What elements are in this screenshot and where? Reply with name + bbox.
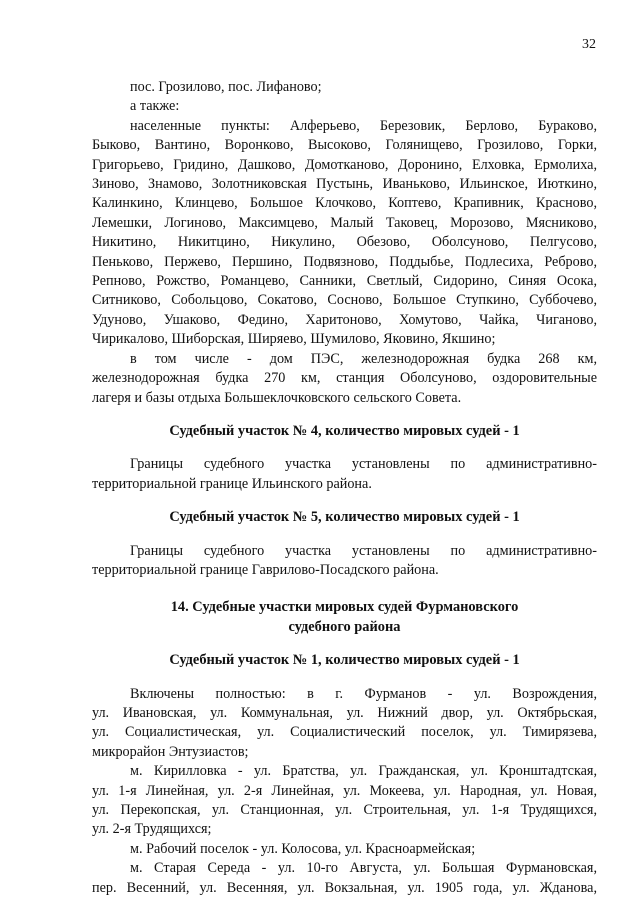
text-line: Быково, Вантино, Воронково, Высоково, Голянищево, Грозилово, Горки, xyxy=(92,137,597,154)
text-line: железнодорожная будка 270 км, станция Оболсуново, оздоровительные xyxy=(92,370,597,387)
section-heading-4: Судебный участок № 4, количество мировых судей - 1 xyxy=(169,422,520,439)
text-line: пос. Грозилово, пос. Лифаново; xyxy=(130,79,322,95)
text-line: м. Кирилловка - ул. Братства, ул. Гражданская, ул. Кронштадтская, xyxy=(130,763,597,780)
document-body xyxy=(92,78,597,898)
text-line: ул. Перекопская, ул. Станционная, ул. Строительная, ул. 1-я Трудящихся, xyxy=(92,802,597,818)
text-line: Включены полностью: в г. Фурманов - ул. Возрождения, xyxy=(130,685,597,702)
page-number: 32 xyxy=(582,37,596,52)
section-1-paragraph xyxy=(92,685,597,898)
text-line: Репново, Рожство, Романцево, Санники, Светлый, Сидорино, Синяя Осока, xyxy=(92,273,597,290)
text-line: Границы судебного участка установлены по административно- xyxy=(130,542,597,559)
text-line: Зиново, Знамово, Золотниковская Пустынь, Иваньково, Ильинское, Июткино, xyxy=(92,176,597,193)
text-line: пер. Весенний, ул. Весенняя, ул. Вокзальная, ул. 1905 года, ул. Жданова, xyxy=(92,879,597,896)
chapter-heading-line: 14. Судебные участки мировых судей Фурмановского xyxy=(170,599,519,616)
text-line: территориальной границе Гаврилово-Посадского района. xyxy=(92,561,439,578)
text-line: в том числе - дом ПЭС, железнодорожная будка 268 км, xyxy=(130,350,597,367)
text-line: ул. 2-я Трудящихся; xyxy=(92,821,212,838)
text-line: лагеря и базы отдыха Большеклочковского сельского Совета. xyxy=(92,389,462,406)
text-line: Границы судебного участка установлены по административно- xyxy=(130,456,597,473)
text-line: ул. Ивановская, ул. Коммунальная, ул. Нижний двор, ул. Октябрьская, xyxy=(92,704,597,721)
text-line: м. Старая Середа - ул. 10-го Августа, ул. Большая Фурмановская, xyxy=(130,860,597,877)
text-line: Чирикалово, Шиборская, Ширяево, Шумилово, Яковино, Якшино; xyxy=(92,331,496,348)
text-line: Никитино, Никитцино, Никулино, Обезово, Оболсуново, Пелгусово, xyxy=(92,234,597,251)
text-line: Григорьево, Гридино, Дашково, Домотканово, Доронино, Елховка, Ермолиха, xyxy=(92,156,597,173)
text-line: территориальной границе Ильинского района. xyxy=(92,475,372,492)
section-heading-5: Судебный участок № 5, количество мировых судей - 1 xyxy=(169,509,520,526)
text-line: ул. Социалистическая, ул. Социалистический поселок, ул. Тимирязева, xyxy=(92,724,597,741)
text-line: Калинкино, Клинцево, Большое Клочково, Коптево, Крапивник, Красново, xyxy=(92,195,597,212)
text-line: м. Рабочий поселок - ул. Колосова, ул. Красноармейская; xyxy=(130,840,476,857)
section-heading-1: Судебный участок № 1, количество мировых судей - 1 xyxy=(169,652,520,669)
text-line: населенные пункты: Алферьево, Березовик, Берлово, Бураково, xyxy=(130,117,597,134)
text-line: а также: xyxy=(130,98,180,115)
text-line: Ситниково, Собольцово, Сокатово, Сосново, Большое Ступкино, Суббочево, xyxy=(92,292,597,309)
chapter-heading xyxy=(92,598,597,637)
section-5-paragraph xyxy=(92,542,597,581)
text-line: микрорайон Энтузиастов; xyxy=(92,743,249,760)
text-line: Удуново, Ушаково, Федино, Харитоново, Хомутово, Чайка, Чиганово, xyxy=(92,311,597,328)
settlements-paragraph xyxy=(92,78,597,408)
text-line: Пеньково, Пержево, Першино, Подвязново, Поддыбье, Подлесиха, Реброво, xyxy=(92,253,597,270)
text-line: Лемешки, Логиново, Максимцево, Малый Таковец, Морозово, Мясниково, xyxy=(92,214,597,231)
text-line: ул. 1-я Линейная, ул. 2-я Линейная, ул. Мокеева, ул. Народная, ул. Новая, xyxy=(92,782,597,799)
section-4-paragraph xyxy=(92,455,597,494)
chapter-heading-line: судебного района xyxy=(288,618,401,635)
